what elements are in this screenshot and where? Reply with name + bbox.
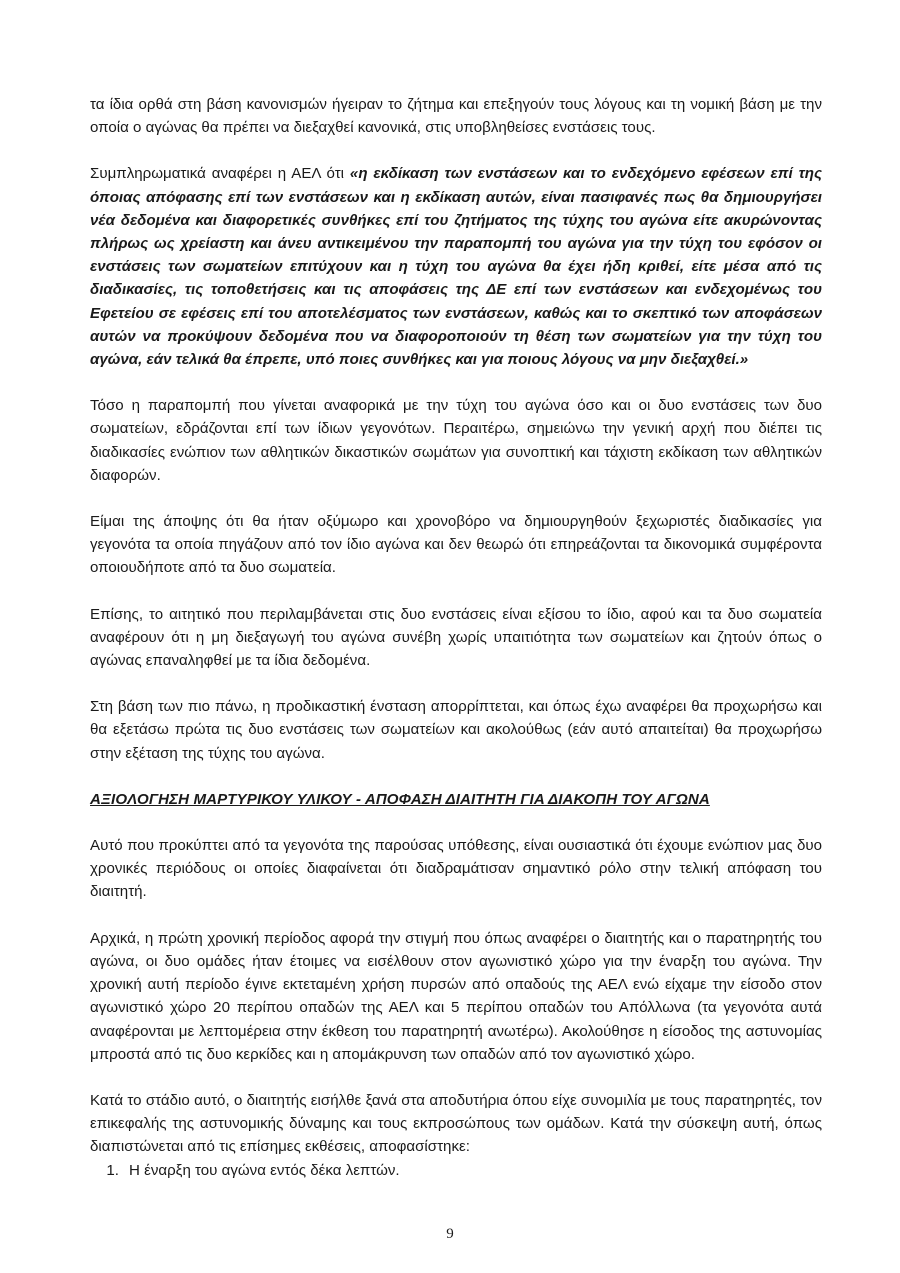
paragraph-8: Αρχικά, η πρώτη χρονική περίοδος αφορά την στιγμή που όπως αναφέρει ο διαιτητής και ο παρατηρητής του αγώνα, οι δυο ομάδες ήταν έτοιμες να εισέλθουν στον αγωνιστικό χώρο για την έναρξη του αγώνα. Την χρονική αυτή περίοδο έγινε εκτεταμένη χρήση πυρσών από οπαδούς της ΑΕΛ ενώ είχαμε την είσοδο στον αγωνιστικό χώρο 20 περίπου οπαδών της ΑΕΛ και 5 περίπου οπαδών του Απόλλωνα (τα γεγονότα αυτά αναφέρονται με λεπτομέρεια στην έκθεση του παρατηρητή ανωτέρω). Ακολούθησε η είσοδος της αστυνομίας μπροστά από τις δυο κερκίδες και η απομάκρυνση των οπαδών από τον αγωνιστικό χώρο.	[90, 929, 822, 1063]
paragraph-6: Στη βάση των πιο πάνω, η προδικαστική ένσταση απορρίπτεται, και όπως έχω αναφέρει θα προχωρήσω και θα εξετάσω πρώτα τις δυο ενστάσεις των σωματείων και ακολούθως (εάν αυτό απαιτείται) θα προχωρήσω στην εξέταση της τύχης του αγώνα.	[90, 698, 822, 762]
section-heading: ΑΞΙΟΛΟΓΗΣΗ ΜΑΡΤΥΡΙΚΟΥ ΥΛΙΚΟΥ - ΑΠΟΦΑΣΗ ΔΙΑΙΤΗΤΗ ΓΙΑ ΔΙΑΚΟΠΗ ΤΟΥ ΑΓΩΝΑ	[90, 790, 710, 808]
paragraph-2-quote: «η εκδίκαση των ενστάσεων και το ενδεχόμενο εφέσεων επί της όποιας απόφασης επί των ενστάσεων και η εκδίκαση αυτών, είναι πασιφανές πως θα δημιουργήσει νέα δεδομένα και διαφορετικές συνθήκες επί του ζητήματος της τύχης του αγώνα είτε ακυρώνοντας πλήρως ως χρείαστη και άνευ αντικειμένου την παραπομπή του αγώνα για την τύχη του εφόσον οι ενστάσεις των σωματείων επιτύχουν και η τύχη του αγώνα θα έχει ήδη κριθεί, είτε μέσα από τις διαδικασίες, τις τοποθετήσεις και τις αποφάσεις της ΔΕ επί των ενστάσεων και ενδεχομένως του Εφετείου σε εφέσεις επί του αποτελέσματος των ενστάσεων, καθώς και το σκεπτικό των αποφάσεων αυτών να προκύψουν δεδομένα που να διαφοροποιούν τη θέση των σωματείων για την τύχη του αγώνα, εάν τελικά θα έπρεπε, υπό ποιες συνθήκες και για ποιους λόγους να μην διεξαχθεί.»	[90, 165, 822, 369]
paragraph-9: Κατά το στάδιο αυτό, ο διαιτητής εισήλθε ξανά στα αποδυτήρια όπου είχε συνομιλία με τους παρατηρητές, τον επικεφαλής της αστυνομικής δύναμης και τους εκπροσώπους των ομάδων. Κατά την σύσκεψη αυτή, όπως διαπιστώνεται από τις επίσημες εκθέσεις, αποφασίστηκε:	[90, 1091, 822, 1156]
list-item-text: Η έναρξη του αγώνα εντός δέκα λεπτών.	[129, 1161, 400, 1179]
numbered-list	[90, 1159, 822, 1182]
list-item-number: 1.	[106, 1161, 119, 1179]
list-item	[90, 1159, 822, 1182]
paragraph-4: Είμαι της άποψης ότι θα ήταν οξύμωρο και χρονοβόρο να δημιουργηθούν ξεχωριστές διαδικασίες για γεγονότα τα οποία πηγάζουν από τον ίδιο αγώνα και δεν θεωρώ ότι επηρεάζονται τα δικονομικά συμφέροντα οποιουδήποτε από τα δυο σωματεία.	[90, 513, 822, 577]
paragraph-3: Τόσο η παραπομπή που γίνεται αναφορικά με την τύχη του αγώνα όσο και οι δυο ενστάσεις των δυο σωματείων, εδράζονται επί των ίδιων γεγονότων. Περαιτέρω, σημειώνω την γενική αρχή που διέπει τις διαδικασίες ενώπιον των αθλητικών δικαστικών σωμάτων για συνοπτική και τάχιστη εκδίκαση των αθλητικών διαφορών.	[90, 397, 822, 484]
paragraph-2	[90, 162, 822, 371]
paragraph-7: Αυτό που προκύπτει από τα γεγονότα της παρούσας υπόθεσης, είναι ουσιαστικά ότι έχουμε ενώπιον μας δυο χρονικές περιόδους οι οποίες διαφαίνεται ότι διαδραμάτισαν σημαντικό ρόλο στην τελική απόφαση του διαιτητή.	[90, 837, 822, 901]
paragraph-2-intro: Συμπληρωματικά αναφέρει η ΑΕΛ ότι	[90, 165, 350, 183]
document-page	[90, 93, 822, 1182]
paragraph-1: τα ίδια ορθά στη βάση κανονισμών ήγειραν το ζήτημα και επεξηγούν τους λόγους και τη νομική βάση με την οποία ο αγώνας θα πρέπει να διεξαχθεί κανονικά, στις υποβληθείσες ενστάσεις τους.	[90, 96, 822, 137]
page-number: 9	[446, 1226, 454, 1242]
paragraph-5: Επίσης, το αιτητικό που περιλαμβάνεται στις δυο ενστάσεις είναι εξίσου το ίδιο, αφού και τα δυο σωματεία αναφέρουν ότι η μη διεξαγωγή του αγώνα συνέβη χωρίς υπαιτιότητα των σωματείων και ζητούν όπως ο αγώνας επαναληφθεί με τα ίδια δεδομένα.	[90, 605, 822, 670]
